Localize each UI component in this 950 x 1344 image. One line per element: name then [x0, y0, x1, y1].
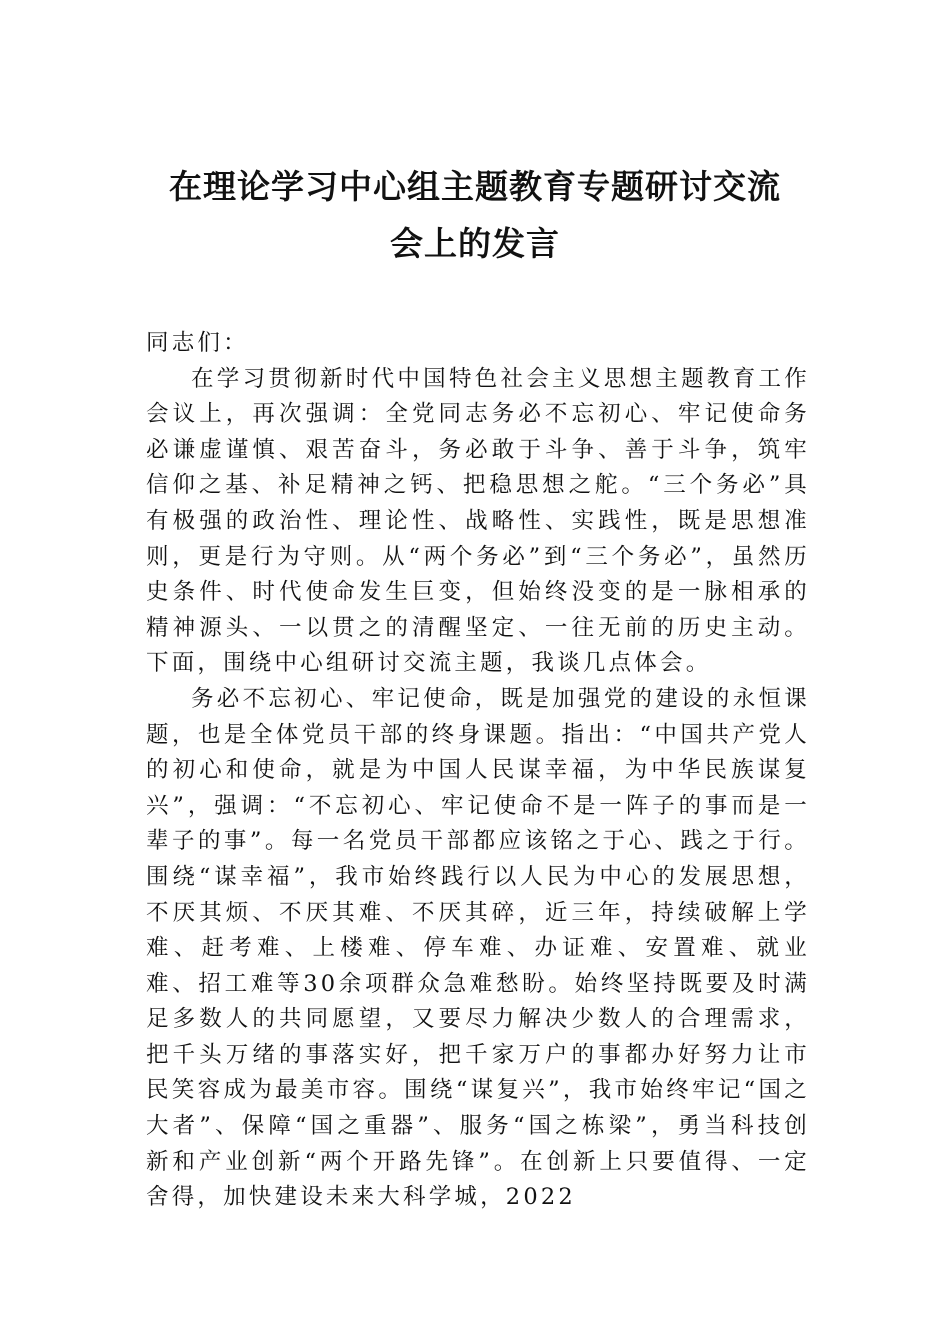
paragraph-2: 务必不忘初心、牢记使命，既是加强党的建设的永恒课题，也是全体党员干部的终身课题。指出：“中国共产党人的初心和使命，就是为中国人民谋幸福，为中华民族谋复兴”，强调：“不忘初心、牢记使命不是一阵子的事而是一辈子的事”。每一名党员干部都应该铭之于心、践之于行。围绕“谋幸福”，我市始终践行以人民为中心的发展思想，不厌其烦、不厌其难、不厌其碎，近三年，持续破解上学难、赶考难、上楼难、停车难、办证难、安置难、就业难、招工难等30余项群众急难愁盼。始终坚持既要及时满足多数人的共同愿望，又要尽力解决少数人的合理需求，把千头万绪的事落实好，把千家万户的事都办好努力让市民笑容成为最美市容。围绕“谋复兴”，我市始终牢记“国之大者”、保障“国之重器”、服务“国之栋梁”，勇当科技创新和产业创新“两个开路先锋”。在创新上只要值得、一定舍得，加快建设未来大科学城，2022: [146, 685, 810, 1211]
title-line-2: 会上的发言: [390, 224, 560, 263]
document-body: [146, 326, 810, 1216]
paragraph-1: 在学习贯彻新时代中国特色社会主义思想主题教育工作会议上，再次强调：全党同志务必不忘初心、牢记使命务必谦虚谨慎、艰苦奋斗，务必敢于斗争、善于斗争，筑牢信仰之基、补足精神之钙、把稳思想之舵。“三个务必”具有极强的政治性、理论性、战略性、实践性，既是思想准则，更是行为守则。从“两个务必”到“三个务必”，虽然历史条件、时代使命发生巨变，但始终没变的是一脉相承的精神源头、一以贯之的清醒坚定、一往无前的历史主动。下面，围绕中心组研讨交流主题，我谈几点体会。: [146, 365, 810, 677]
document-title: [140, 158, 810, 272]
title-line-1: 在理论学习中心组主题教育专题研讨交流: [169, 167, 781, 206]
salutation: 同志们：: [146, 330, 249, 356]
